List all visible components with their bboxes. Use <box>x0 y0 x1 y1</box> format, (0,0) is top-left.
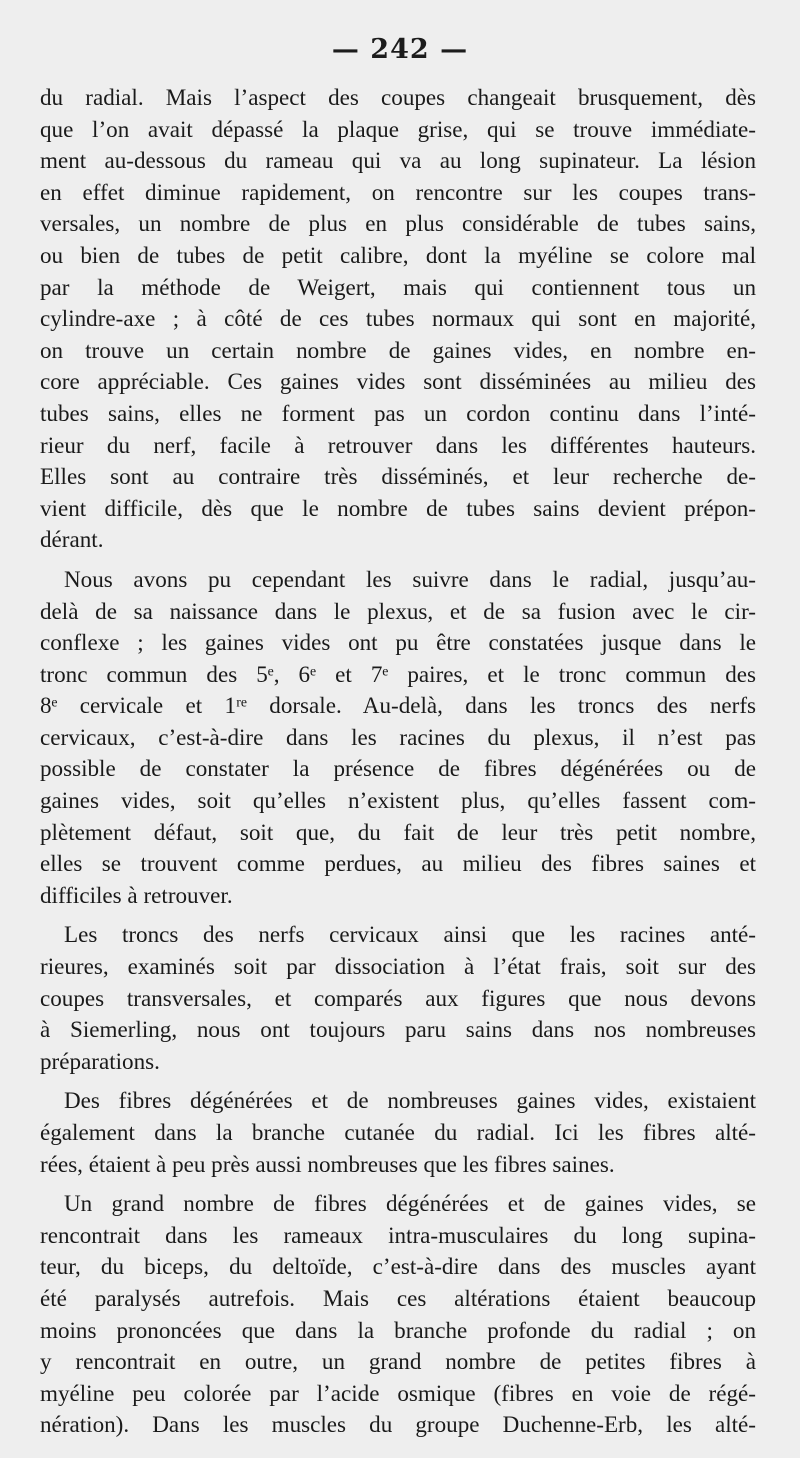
text-line: Nous avons pu cependant les suivre dans le radial, jusqu’au- <box>64 565 756 592</box>
text-line: Elles sont au contraire très disséminés, et leur recherche de- <box>40 463 756 490</box>
text-line: coupes transversales, et comparés aux figures que nous devons <box>40 984 756 1011</box>
text-line: moins prononcées que dans la branche profonde du radial ; on <box>40 1316 756 1343</box>
paragraph <box>40 1188 756 1441</box>
text-line: Des fibres dégénérées et de nombreuses gaines vides, existaient <box>64 1087 756 1114</box>
text-line: myéline peu colorée par l’acide osmique (fibres en voie de régé- <box>40 1379 756 1406</box>
text-line: rées, étaient à peu près aussi nombreuses que les fibres saines. <box>40 1150 615 1177</box>
text-line: du radial. Mais l’aspect des coupes changeait brusquement, dès <box>40 84 756 110</box>
paragraph <box>40 82 756 556</box>
paragraph <box>40 1085 756 1180</box>
text-line: également dans la branche cutanée du radial. Ici les fibres alté- <box>40 1119 756 1145</box>
page-number: — 242 — <box>331 34 469 65</box>
text-line: ment au-dessous du rameau qui va au long supinateur. La lésion <box>40 147 756 174</box>
text-line: tronc commun des 5ᵉ, 6ᵉ et 7ᵉ paires, et le tronc commun des <box>40 660 756 687</box>
text-line: difficiles à retrouver. <box>40 881 233 908</box>
text-line: rencontrait dans les rameaux intra-musculaires du long supina- <box>40 1221 756 1248</box>
text-line: tubes sains, elles ne forment pas un cordon continu dans l’inté- <box>40 399 756 426</box>
text-line: rieures, examinés soit par dissociation à l’état frais, soit sur des <box>40 953 756 980</box>
text-line: versales, un nombre de plus en plus considérable de tubes sains, <box>40 210 756 237</box>
text-line: core appréciable. Ces gaines vides sont disséminées au milieu des <box>40 368 756 395</box>
text-line: Les troncs des nerfs cervicaux ainsi que les racines anté- <box>64 921 756 948</box>
text-line: on trouve un certain nombre de gaines vides, en nombre en- <box>40 336 756 363</box>
text-line: par la méthode de Weigert, mais qui contiennent tous un <box>40 273 756 300</box>
text-line: dérant. <box>40 526 104 553</box>
text-line: possible de constater la présence de fibres dégénérées ou de <box>40 755 756 782</box>
text-line: que l’on avait dépassé la plaque grise, qui se trouve immédiate- <box>40 115 756 142</box>
text-line: cylindre-axe ; à côté de ces tubes normaux qui sont en majorité, <box>40 305 756 332</box>
text-line: en effet diminue rapidement, on rencontre sur les coupes trans- <box>40 178 756 205</box>
text-line: conflexe ; les gaines vides ont pu être constatées jusque dans le <box>40 629 756 656</box>
text-line: vient difficile, dès que le nombre de tubes sains devient prépon- <box>40 494 756 521</box>
text-line: plètement défaut, soit que, du fait de leur très petit nombre, <box>40 818 756 845</box>
text-line: y rencontrait en outre, un grand nombre de petites fibres à <box>40 1348 756 1375</box>
text-line: elles se trouvent comme perdues, au milieu des fibres saines et <box>40 850 756 877</box>
text-line: rieur du nerf, facile à retrouver dans les différentes hauteurs. <box>40 431 756 458</box>
text-line: été paralysés autrefois. Mais ces altérations étaient beaucoup <box>40 1284 756 1311</box>
text-line: cervicaux, c’est-à-dire dans les racines du plexus, il n’est pas <box>40 723 756 750</box>
text-line: ou bien de tubes de petit calibre, dont la myéline se colore mal <box>40 241 756 268</box>
text-line: 8ᵉ cervicale et 1ʳᵉ dorsale. Au-delà, dans les troncs des nerfs <box>40 692 756 719</box>
text-line: teur, du biceps, du deltoïde, c’est-à-dire dans des muscles ayant <box>40 1253 756 1280</box>
text-line: à Siemerling, nous ont toujours paru sains dans nos nombreuses <box>40 1016 756 1043</box>
text-line: préparations. <box>40 1047 160 1074</box>
text-line: gaines vides, soit qu’elles n’existent plus, qu’elles fassent com- <box>40 787 756 814</box>
text-line: Un grand nombre de fibres dégénérées et de gaines vides, se <box>64 1190 756 1217</box>
body-text <box>40 82 756 1441</box>
text-line: nération). Dans les muscles du groupe Duchenne-Erb, les alté- <box>40 1411 756 1438</box>
paragraph <box>40 564 756 912</box>
text-line: delà de sa naissance dans le plexus, et de sa fusion avec le cir- <box>40 597 756 624</box>
paragraph <box>40 919 756 1077</box>
